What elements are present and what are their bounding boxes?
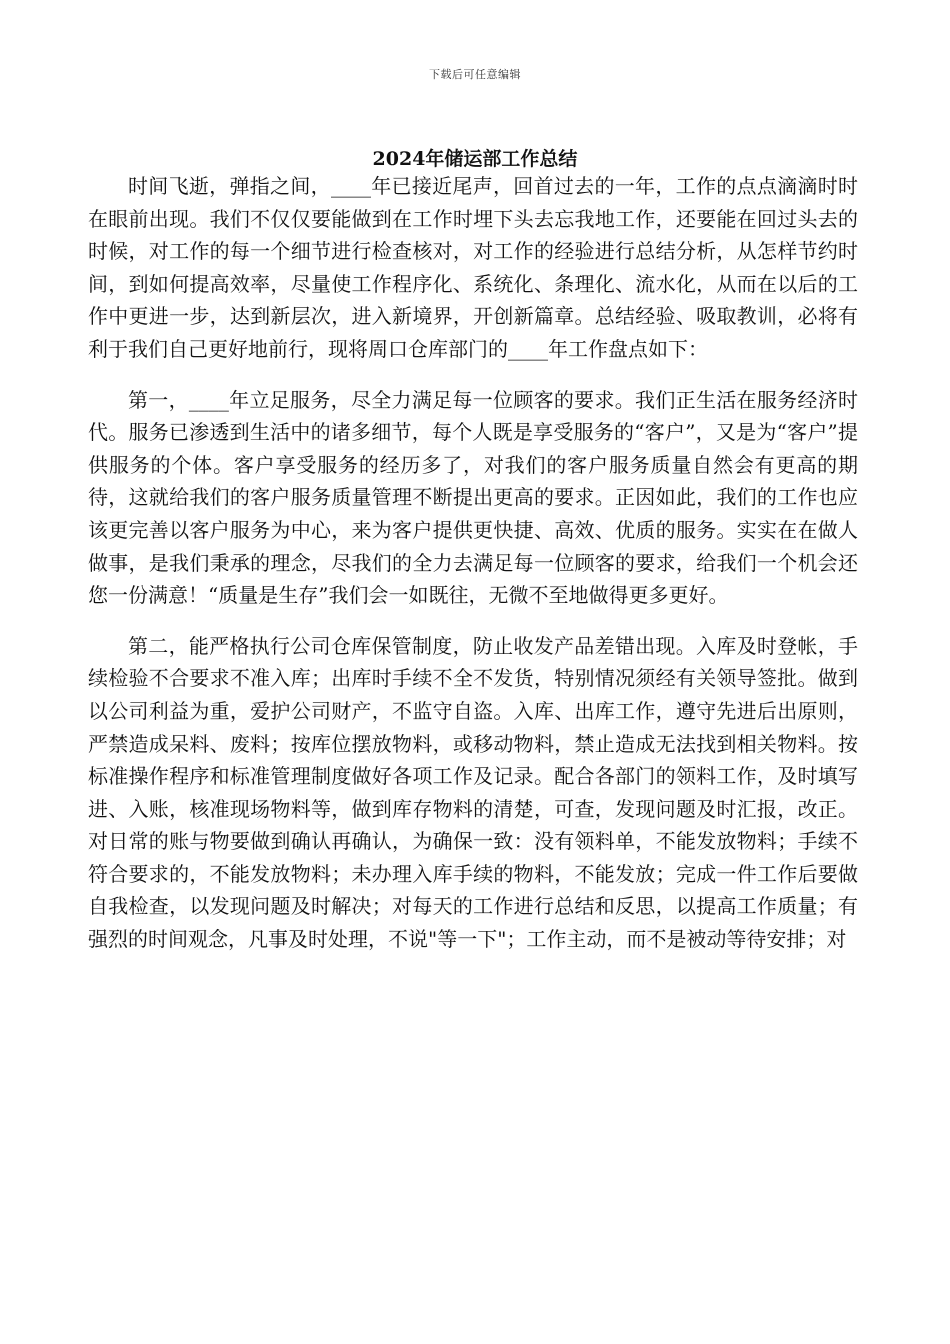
paragraph-first-point: 第一，____年立足服务，尽全力满足每一位顾客的要求。我们正生活在服务经济时代。服务已渗透到生活中的诸多细节，每个人既是享受服务的“客户”，又是为“客户”提供服务的个体。客户享受服务的经历多了，对我们的客户服务质量自然会有更高的期待，这就给我们的客户服务质量管理不断提出更高的要求。正因如此，我们的工作也应该更完善以客户服务为中心，来为客户提供更快捷、高效、优质的服务。实实在在做人做事，是我们秉承的理念，尽我们的全力去满足每一位顾客的要求，给我们一个机会还您一份满意！“质量是生存”我们会一如既往，无微不至地做得更多更好。 [88,387,858,608]
document-title: 2024年储运部工作总结 [372,148,578,170]
paragraph-intro: 时间飞逝，弹指之间，____年已接近尾声，回首过去的一年，工作的点点滴滴时时在眼前出现。我们不仅仅要能做到在工作时埋下头去忘我地工作，还要能在回过头去的时候，对工作的每一个细节进行检查核对，对工作的经验进行总结分析，从怎样节约时间，到如何提高效率，尽量使工作程序化、系统化、条理化、流水化，从而在以后的工作中更进一步，达到新层次，进入新境界，开创新篇章。总结经验、吸取教训，必将有利于我们自己更好地前行，现将周口仓库部门的____年工作盘点如下： [88,174,858,361]
download-editable-note: 下载后可任意编辑 [429,68,521,81]
paragraph-second-point: 第二，能严格执行公司仓库保管制度，防止收发产品差错出现。入库及时登帐，手续检验不合要求不准入库；出库时手续不全不发货，特别情况须经有关领导签批。做到以公司利益为重，爱护公司财产，不监守自盗。入库、出库工作，遵守先进后出原则，严禁造成呆料、废料；按库位摆放物料，或移动物料，禁止造成无法找到相关物料。按标准操作程序和标准管理制度做好各项工作及记录。配合各部门的领料工作，及时填写进、入账，核准现场物料等，做到库存物料的清楚，可查，发现问题及时汇报，改正。对日常的账与物要做到确认再确认，为确保一致：没有领料单，不能发放物料；手续不符合要求的，不能发放物料；未办理入库手续的物料，不能发放；完成一件工作后要做自我检查，以发现问题及时解决；对每天的工作进行总结和反思，以提高工作质量；有强烈的时间观念，凡事及时处理，不说"等一下"；工作主动，而不是被动等待安排；对 [88,633,858,952]
document-body [88,170,858,956]
